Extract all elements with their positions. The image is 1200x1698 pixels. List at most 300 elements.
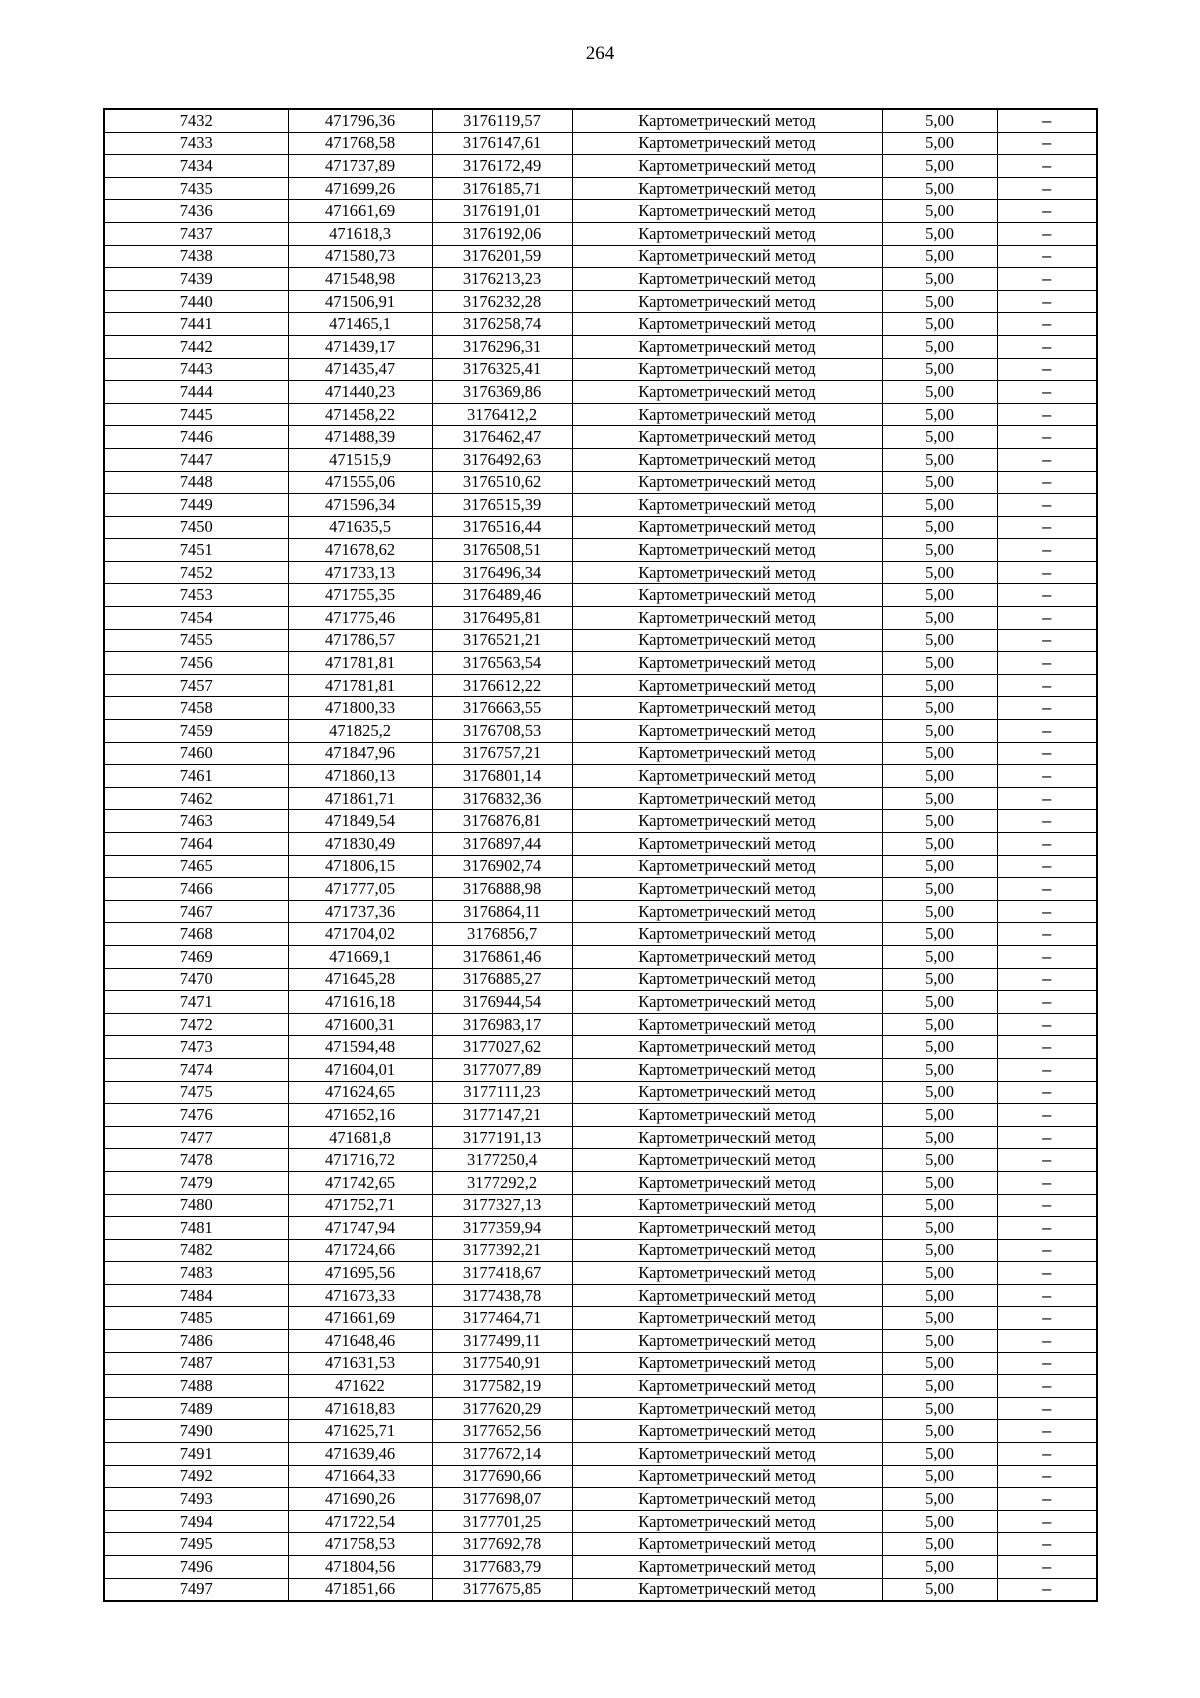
- x-coordinate-cell: 471733,13: [288, 561, 432, 584]
- point-number-cell: 7463: [104, 810, 288, 833]
- table-row: [104, 516, 1097, 539]
- accuracy-cell: 5,00: [882, 471, 997, 494]
- y-coordinate-cell: 3177392,21: [432, 1239, 572, 1262]
- method-cell: Картометрический метод: [572, 1126, 882, 1149]
- accuracy-cell: 5,00: [882, 787, 997, 810]
- table-row: [104, 177, 1097, 200]
- accuracy-cell: 5,00: [882, 1262, 997, 1285]
- method-cell: Картометрический метод: [572, 1036, 882, 1059]
- accuracy-cell: 5,00: [882, 313, 997, 336]
- method-cell: Картометрический метод: [572, 132, 882, 155]
- x-coordinate-cell: 471645,28: [288, 968, 432, 991]
- method-cell: Картометрический метод: [572, 245, 882, 268]
- point-number-cell: 7448: [104, 471, 288, 494]
- method-cell: Картометрический метод: [572, 720, 882, 743]
- method-cell: Картометрический метод: [572, 968, 882, 991]
- x-coordinate-cell: 471775,46: [288, 607, 432, 630]
- method-cell: Картометрический метод: [572, 1081, 882, 1104]
- point-number-cell: 7481: [104, 1217, 288, 1240]
- note-cell: –: [997, 900, 1097, 923]
- point-number-cell: 7462: [104, 787, 288, 810]
- point-number-cell: 7452: [104, 561, 288, 584]
- point-number-cell: 7469: [104, 945, 288, 968]
- note-cell: –: [997, 1081, 1097, 1104]
- accuracy-cell: 5,00: [882, 539, 997, 562]
- x-coordinate-cell: 471604,01: [288, 1058, 432, 1081]
- table-row: [104, 1262, 1097, 1285]
- note-cell: –: [997, 923, 1097, 946]
- y-coordinate-cell: 3176902,74: [432, 855, 572, 878]
- accuracy-cell: 5,00: [882, 381, 997, 404]
- y-coordinate-cell: 3176496,34: [432, 561, 572, 584]
- x-coordinate-cell: 471681,8: [288, 1126, 432, 1149]
- y-coordinate-cell: 3176563,54: [432, 652, 572, 675]
- y-coordinate-cell: 3176612,22: [432, 674, 572, 697]
- x-coordinate-cell: 471555,06: [288, 471, 432, 494]
- accuracy-cell: 5,00: [882, 448, 997, 471]
- point-number-cell: 7484: [104, 1284, 288, 1307]
- point-number-cell: 7453: [104, 584, 288, 607]
- note-cell: –: [997, 1262, 1097, 1285]
- y-coordinate-cell: 3177111,23: [432, 1081, 572, 1104]
- table-row: [104, 855, 1097, 878]
- table-row: [104, 381, 1097, 404]
- note-cell: –: [997, 268, 1097, 291]
- note-cell: –: [997, 1013, 1097, 1036]
- y-coordinate-cell: 3177077,89: [432, 1058, 572, 1081]
- note-cell: –: [997, 1465, 1097, 1488]
- method-cell: Картометрический метод: [572, 268, 882, 291]
- accuracy-cell: 5,00: [882, 810, 997, 833]
- point-number-cell: 7461: [104, 765, 288, 788]
- point-number-cell: 7460: [104, 742, 288, 765]
- method-cell: Картометрический метод: [572, 991, 882, 1014]
- note-cell: –: [997, 200, 1097, 223]
- method-cell: Картометрический метод: [572, 1488, 882, 1511]
- accuracy-cell: 5,00: [882, 629, 997, 652]
- point-number-cell: 7493: [104, 1488, 288, 1511]
- accuracy-cell: 5,00: [882, 968, 997, 991]
- y-coordinate-cell: 3176213,23: [432, 268, 572, 291]
- x-coordinate-cell: 471747,94: [288, 1217, 432, 1240]
- y-coordinate-cell: 3177701,25: [432, 1510, 572, 1533]
- y-coordinate-cell: 3177698,07: [432, 1488, 572, 1511]
- x-coordinate-cell: 471742,65: [288, 1171, 432, 1194]
- point-number-cell: 7486: [104, 1330, 288, 1353]
- x-coordinate-cell: 471724,66: [288, 1239, 432, 1262]
- table-row: [104, 155, 1097, 178]
- y-coordinate-cell: 3176757,21: [432, 742, 572, 765]
- x-coordinate-cell: 471678,62: [288, 539, 432, 562]
- x-coordinate-cell: 471695,56: [288, 1262, 432, 1285]
- table-row: [104, 833, 1097, 856]
- accuracy-cell: 5,00: [882, 426, 997, 449]
- x-coordinate-cell: 471580,73: [288, 245, 432, 268]
- table-row: [104, 1217, 1097, 1240]
- accuracy-cell: 5,00: [882, 109, 997, 132]
- note-cell: –: [997, 607, 1097, 630]
- method-cell: Картометрический метод: [572, 222, 882, 245]
- accuracy-cell: 5,00: [882, 1284, 997, 1307]
- table-row: [104, 1171, 1097, 1194]
- table-row: [104, 945, 1097, 968]
- x-coordinate-cell: 471616,18: [288, 991, 432, 1014]
- point-number-cell: 7445: [104, 403, 288, 426]
- x-coordinate-cell: 471488,39: [288, 426, 432, 449]
- table-row: [104, 290, 1097, 313]
- point-number-cell: 7447: [104, 448, 288, 471]
- point-number-cell: 7467: [104, 900, 288, 923]
- table-row: [104, 268, 1097, 291]
- table-row: [104, 742, 1097, 765]
- note-cell: –: [997, 878, 1097, 901]
- y-coordinate-cell: 3177292,2: [432, 1171, 572, 1194]
- method-cell: Картометрический метод: [572, 516, 882, 539]
- accuracy-cell: 5,00: [882, 494, 997, 517]
- note-cell: –: [997, 561, 1097, 584]
- point-number-cell: 7455: [104, 629, 288, 652]
- y-coordinate-cell: 3176119,57: [432, 109, 572, 132]
- note-cell: –: [997, 1036, 1097, 1059]
- x-coordinate-cell: 471704,02: [288, 923, 432, 946]
- point-number-cell: 7465: [104, 855, 288, 878]
- x-coordinate-cell: 471752,71: [288, 1194, 432, 1217]
- y-coordinate-cell: 3176510,62: [432, 471, 572, 494]
- method-cell: Картометрический метод: [572, 1307, 882, 1330]
- accuracy-cell: 5,00: [882, 1217, 997, 1240]
- x-coordinate-cell: 471669,1: [288, 945, 432, 968]
- point-number-cell: 7495: [104, 1533, 288, 1556]
- x-coordinate-cell: 471777,05: [288, 878, 432, 901]
- x-coordinate-cell: 471825,2: [288, 720, 432, 743]
- table-row: [104, 245, 1097, 268]
- point-number-cell: 7485: [104, 1307, 288, 1330]
- point-number-cell: 7478: [104, 1149, 288, 1172]
- point-number-cell: 7437: [104, 222, 288, 245]
- y-coordinate-cell: 3176172,49: [432, 155, 572, 178]
- method-cell: Картометрический метод: [572, 290, 882, 313]
- note-cell: –: [997, 313, 1097, 336]
- x-coordinate-cell: 471768,58: [288, 132, 432, 155]
- note-cell: –: [997, 403, 1097, 426]
- note-cell: –: [997, 1126, 1097, 1149]
- x-coordinate-cell: 471439,17: [288, 335, 432, 358]
- table-row: [104, 200, 1097, 223]
- y-coordinate-cell: 3177250,4: [432, 1149, 572, 1172]
- point-number-cell: 7482: [104, 1239, 288, 1262]
- table-row: [104, 1081, 1097, 1104]
- x-coordinate-cell: 471673,33: [288, 1284, 432, 1307]
- note-cell: –: [997, 109, 1097, 132]
- point-number-cell: 7433: [104, 132, 288, 155]
- point-number-cell: 7458: [104, 697, 288, 720]
- point-number-cell: 7434: [104, 155, 288, 178]
- note-cell: –: [997, 335, 1097, 358]
- x-coordinate-cell: 471506,91: [288, 290, 432, 313]
- point-number-cell: 7439: [104, 268, 288, 291]
- table-row: [104, 810, 1097, 833]
- accuracy-cell: 5,00: [882, 1194, 997, 1217]
- accuracy-cell: 5,00: [882, 1465, 997, 1488]
- table-row: [104, 1239, 1097, 1262]
- point-number-cell: 7459: [104, 720, 288, 743]
- note-cell: –: [997, 1239, 1097, 1262]
- y-coordinate-cell: 3177652,56: [432, 1420, 572, 1443]
- table-row: [104, 787, 1097, 810]
- table-row: [104, 674, 1097, 697]
- point-number-cell: 7488: [104, 1375, 288, 1398]
- y-coordinate-cell: 3177620,29: [432, 1397, 572, 1420]
- note-cell: –: [997, 720, 1097, 743]
- x-coordinate-cell: 471722,54: [288, 1510, 432, 1533]
- accuracy-cell: 5,00: [882, 155, 997, 178]
- x-coordinate-cell: 471758,53: [288, 1533, 432, 1556]
- accuracy-cell: 5,00: [882, 1149, 997, 1172]
- table-row: [104, 607, 1097, 630]
- accuracy-cell: 5,00: [882, 1578, 997, 1601]
- accuracy-cell: 5,00: [882, 742, 997, 765]
- method-cell: Картометрический метод: [572, 1149, 882, 1172]
- note-cell: –: [997, 1330, 1097, 1353]
- accuracy-cell: 5,00: [882, 1239, 997, 1262]
- accuracy-cell: 5,00: [882, 561, 997, 584]
- point-number-cell: 7492: [104, 1465, 288, 1488]
- note-cell: –: [997, 245, 1097, 268]
- table-row: [104, 358, 1097, 381]
- note-cell: –: [997, 991, 1097, 1014]
- table-row: [104, 109, 1097, 132]
- y-coordinate-cell: 3176201,59: [432, 245, 572, 268]
- accuracy-cell: 5,00: [882, 1330, 997, 1353]
- accuracy-cell: 5,00: [882, 1443, 997, 1466]
- x-coordinate-cell: 471625,71: [288, 1420, 432, 1443]
- y-coordinate-cell: 3176489,46: [432, 584, 572, 607]
- method-cell: Картометрический метод: [572, 629, 882, 652]
- table-row: [104, 900, 1097, 923]
- accuracy-cell: 5,00: [882, 1488, 997, 1511]
- note-cell: –: [997, 222, 1097, 245]
- note-cell: –: [997, 697, 1097, 720]
- y-coordinate-cell: 3177327,13: [432, 1194, 572, 1217]
- point-number-cell: 7435: [104, 177, 288, 200]
- coordinates-table: [103, 108, 1098, 1602]
- y-coordinate-cell: 3177027,62: [432, 1036, 572, 1059]
- method-cell: Картометрический метод: [572, 833, 882, 856]
- x-coordinate-cell: 471648,46: [288, 1330, 432, 1353]
- table-row: [104, 923, 1097, 946]
- table-row: [104, 494, 1097, 517]
- point-number-cell: 7457: [104, 674, 288, 697]
- table-row: [104, 426, 1097, 449]
- method-cell: Картометрический метод: [572, 945, 882, 968]
- x-coordinate-cell: 471800,33: [288, 697, 432, 720]
- method-cell: Картометрический метод: [572, 674, 882, 697]
- table-row: [104, 765, 1097, 788]
- note-cell: –: [997, 652, 1097, 675]
- x-coordinate-cell: 471830,49: [288, 833, 432, 856]
- x-coordinate-cell: 471849,54: [288, 810, 432, 833]
- point-number-cell: 7473: [104, 1036, 288, 1059]
- method-cell: Картометрический метод: [572, 855, 882, 878]
- method-cell: Картометрический метод: [572, 742, 882, 765]
- y-coordinate-cell: 3177672,14: [432, 1443, 572, 1466]
- x-coordinate-cell: 471847,96: [288, 742, 432, 765]
- note-cell: –: [997, 1194, 1097, 1217]
- method-cell: Картометрический метод: [572, 1533, 882, 1556]
- method-cell: Картометрический метод: [572, 1510, 882, 1533]
- note-cell: –: [997, 539, 1097, 562]
- method-cell: Картометрический метод: [572, 810, 882, 833]
- table-row: [104, 584, 1097, 607]
- accuracy-cell: 5,00: [882, 878, 997, 901]
- y-coordinate-cell: 3176856,7: [432, 923, 572, 946]
- note-cell: –: [997, 968, 1097, 991]
- x-coordinate-cell: 471804,56: [288, 1556, 432, 1579]
- method-cell: Картометрический метод: [572, 1330, 882, 1353]
- point-number-cell: 7456: [104, 652, 288, 675]
- y-coordinate-cell: 3176663,55: [432, 697, 572, 720]
- method-cell: Картометрический метод: [572, 313, 882, 336]
- x-coordinate-cell: 471851,66: [288, 1578, 432, 1601]
- y-coordinate-cell: 3177499,11: [432, 1330, 572, 1353]
- x-coordinate-cell: 471622: [288, 1375, 432, 1398]
- accuracy-cell: 5,00: [882, 765, 997, 788]
- note-cell: –: [997, 1284, 1097, 1307]
- y-coordinate-cell: 3177191,13: [432, 1126, 572, 1149]
- method-cell: Картометрический метод: [572, 200, 882, 223]
- x-coordinate-cell: 471600,31: [288, 1013, 432, 1036]
- x-coordinate-cell: 471690,26: [288, 1488, 432, 1511]
- table-row: [104, 222, 1097, 245]
- method-cell: Картометрический метод: [572, 1397, 882, 1420]
- accuracy-cell: 5,00: [882, 1352, 997, 1375]
- method-cell: Картометрический метод: [572, 1556, 882, 1579]
- table-row: [104, 1058, 1097, 1081]
- accuracy-cell: 5,00: [882, 268, 997, 291]
- x-coordinate-cell: 471624,65: [288, 1081, 432, 1104]
- note-cell: –: [997, 1578, 1097, 1601]
- accuracy-cell: 5,00: [882, 1510, 997, 1533]
- accuracy-cell: 5,00: [882, 245, 997, 268]
- x-coordinate-cell: 471737,36: [288, 900, 432, 923]
- y-coordinate-cell: 3177147,21: [432, 1104, 572, 1127]
- accuracy-cell: 5,00: [882, 290, 997, 313]
- note-cell: –: [997, 742, 1097, 765]
- x-coordinate-cell: 471781,81: [288, 652, 432, 675]
- method-cell: Картометрический метод: [572, 1578, 882, 1601]
- point-number-cell: 7438: [104, 245, 288, 268]
- table-row: [104, 720, 1097, 743]
- method-cell: Картометрический метод: [572, 1239, 882, 1262]
- y-coordinate-cell: 3176192,06: [432, 222, 572, 245]
- accuracy-cell: 5,00: [882, 584, 997, 607]
- y-coordinate-cell: 3177540,91: [432, 1352, 572, 1375]
- point-number-cell: 7454: [104, 607, 288, 630]
- y-coordinate-cell: 3176801,14: [432, 765, 572, 788]
- y-coordinate-cell: 3176944,54: [432, 991, 572, 1014]
- y-coordinate-cell: 3176412,2: [432, 403, 572, 426]
- point-number-cell: 7496: [104, 1556, 288, 1579]
- note-cell: –: [997, 177, 1097, 200]
- note-cell: –: [997, 1149, 1097, 1172]
- table-row: [104, 1036, 1097, 1059]
- x-coordinate-cell: 471458,22: [288, 403, 432, 426]
- table-row: [104, 1488, 1097, 1511]
- note-cell: –: [997, 1510, 1097, 1533]
- note-cell: –: [997, 1171, 1097, 1194]
- table-row: [104, 697, 1097, 720]
- table-row: [104, 878, 1097, 901]
- accuracy-cell: 5,00: [882, 1171, 997, 1194]
- point-number-cell: 7450: [104, 516, 288, 539]
- method-cell: Картометрический метод: [572, 923, 882, 946]
- y-coordinate-cell: 3176296,31: [432, 335, 572, 358]
- y-coordinate-cell: 3176147,61: [432, 132, 572, 155]
- point-number-cell: 7494: [104, 1510, 288, 1533]
- accuracy-cell: 5,00: [882, 607, 997, 630]
- point-number-cell: 7441: [104, 313, 288, 336]
- point-number-cell: 7474: [104, 1058, 288, 1081]
- method-cell: Картометрический метод: [572, 358, 882, 381]
- accuracy-cell: 5,00: [882, 1420, 997, 1443]
- method-cell: Картометрический метод: [572, 109, 882, 132]
- table-row: [104, 1013, 1097, 1036]
- note-cell: –: [997, 1307, 1097, 1330]
- method-cell: Картометрический метод: [572, 1262, 882, 1285]
- table-row: [104, 1443, 1097, 1466]
- accuracy-cell: 5,00: [882, 674, 997, 697]
- note-cell: –: [997, 810, 1097, 833]
- accuracy-cell: 5,00: [882, 335, 997, 358]
- x-coordinate-cell: 471465,1: [288, 313, 432, 336]
- method-cell: Картометрический метод: [572, 448, 882, 471]
- point-number-cell: 7472: [104, 1013, 288, 1036]
- method-cell: Картометрический метод: [572, 584, 882, 607]
- point-number-cell: 7449: [104, 494, 288, 517]
- note-cell: –: [997, 1058, 1097, 1081]
- y-coordinate-cell: 3177438,78: [432, 1284, 572, 1307]
- method-cell: Картометрический метод: [572, 561, 882, 584]
- method-cell: Картометрический метод: [572, 403, 882, 426]
- accuracy-cell: 5,00: [882, 132, 997, 155]
- note-cell: –: [997, 516, 1097, 539]
- x-coordinate-cell: 471618,3: [288, 222, 432, 245]
- y-coordinate-cell: 3176369,86: [432, 381, 572, 404]
- table-row: [104, 448, 1097, 471]
- y-coordinate-cell: 3176876,81: [432, 810, 572, 833]
- y-coordinate-cell: 3176983,17: [432, 1013, 572, 1036]
- note-cell: –: [997, 629, 1097, 652]
- accuracy-cell: 5,00: [882, 1533, 997, 1556]
- method-cell: Картометрический метод: [572, 787, 882, 810]
- method-cell: Картометрический метод: [572, 335, 882, 358]
- method-cell: Картометрический метод: [572, 1217, 882, 1240]
- method-cell: Картометрический метод: [572, 177, 882, 200]
- note-cell: –: [997, 1533, 1097, 1556]
- point-number-cell: 7464: [104, 833, 288, 856]
- point-number-cell: 7477: [104, 1126, 288, 1149]
- note-cell: –: [997, 787, 1097, 810]
- note-cell: –: [997, 494, 1097, 517]
- accuracy-cell: 5,00: [882, 652, 997, 675]
- x-coordinate-cell: 471806,15: [288, 855, 432, 878]
- x-coordinate-cell: 471786,57: [288, 629, 432, 652]
- note-cell: –: [997, 765, 1097, 788]
- page-number: 264: [585, 43, 615, 64]
- table-row: [104, 313, 1097, 336]
- point-number-cell: 7443: [104, 358, 288, 381]
- accuracy-cell: 5,00: [882, 720, 997, 743]
